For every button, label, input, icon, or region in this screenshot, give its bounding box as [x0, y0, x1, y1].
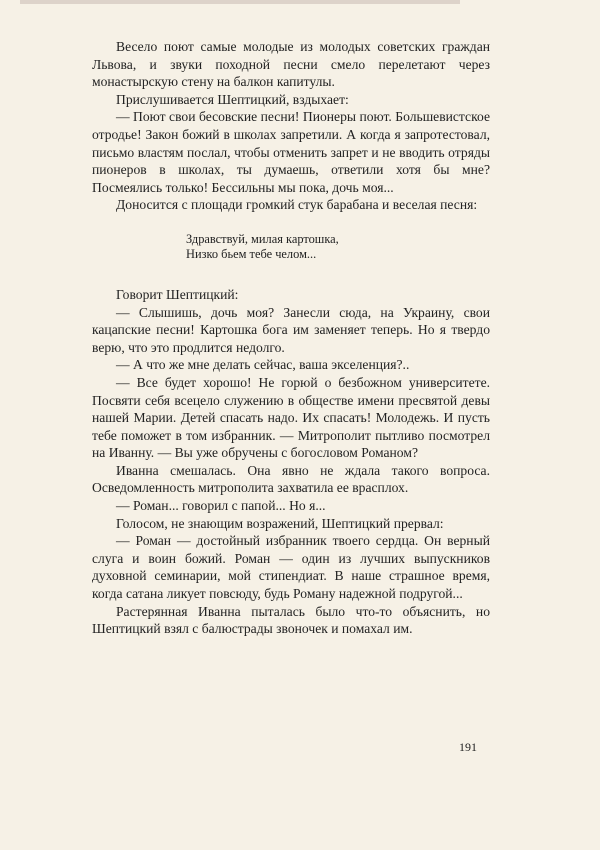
page-text: [92, 38, 490, 638]
paragraph: — Все будет хорошо! Не горюй о безбожном университете. Посвяти себя всецело служению в обществе имени пресвятой девы нашей Марии. Детей спасать надо. Их спасать! Молодежь. И пусть тебе поможет в том избранник. — Митрополит пытливо посмотрел на Иванну. — Вы уже обручены с богословом Романом?: [92, 374, 490, 461]
paragraph: Иванна смешалась. Она явно не ждала такого вопроса. Осведомленность митрополита захватила ее врасплох.: [92, 462, 490, 496]
paragraph: — А что же мне делать сейчас, ваша экселенция?..: [116, 357, 410, 373]
paragraph: Растерянная Иванна пыталась было что-то объяснить, но Шептицкий взял с балюстрады звоночек и помахал им.: [92, 603, 490, 637]
paragraph: Говорит Шептицкий:: [116, 286, 239, 302]
paragraph: — Роман... говорил с папой... Но я...: [116, 498, 326, 514]
paragraph: Прислушивается Шептицкий, вздыхает:: [116, 91, 349, 107]
scan-edge-mark: [20, 0, 460, 4]
paragraph: — Роман — достойный избранник твоего сердца. Он верный слуга и воин божий. Роман — один из лучших выпускников духовной семинарии, мой стипендиат. В наше страшное время, когда сатана ликует повсюду, будь Роману надежной подругой...: [92, 533, 490, 602]
paragraph: — Поют свои бесовские песни! Пионеры поют. Большевистское отродье! Закон божий в школах запретили. А когда я запротестовал, письмо властям послал, чтобы отменить запрет и не вводить отряды пионеров в школах, ты думаешь, ответили хотя бы мне? Посмеялись только! Бессильны мы пока, дочь моя...: [92, 109, 490, 195]
paragraph: Доносится с площади громкий стук барабана и веселая песня:: [116, 197, 478, 213]
page-number: 191: [459, 740, 477, 754]
poem-line: Здравствуй, милая картошка,: [186, 231, 339, 246]
poem-line: Низко бьем тебе челом...: [186, 246, 317, 261]
paragraph: Голосом, не знающим возражений, Шептицкий прервал:: [116, 515, 444, 531]
paragraph: Весело поют самые молодые из молодых советских граждан Львова, и звуки походной песни смело перелетают через монастырскую стену на балкон капитулы.: [92, 39, 490, 90]
paragraph: — Слышишь, дочь моя? Занесли сюда, на Украину, свои кацапские песни! Картошка бога им заменяет теперь. Но я твердо верю, что это продлится недолго.: [92, 304, 490, 355]
poem-quote: [186, 232, 490, 262]
